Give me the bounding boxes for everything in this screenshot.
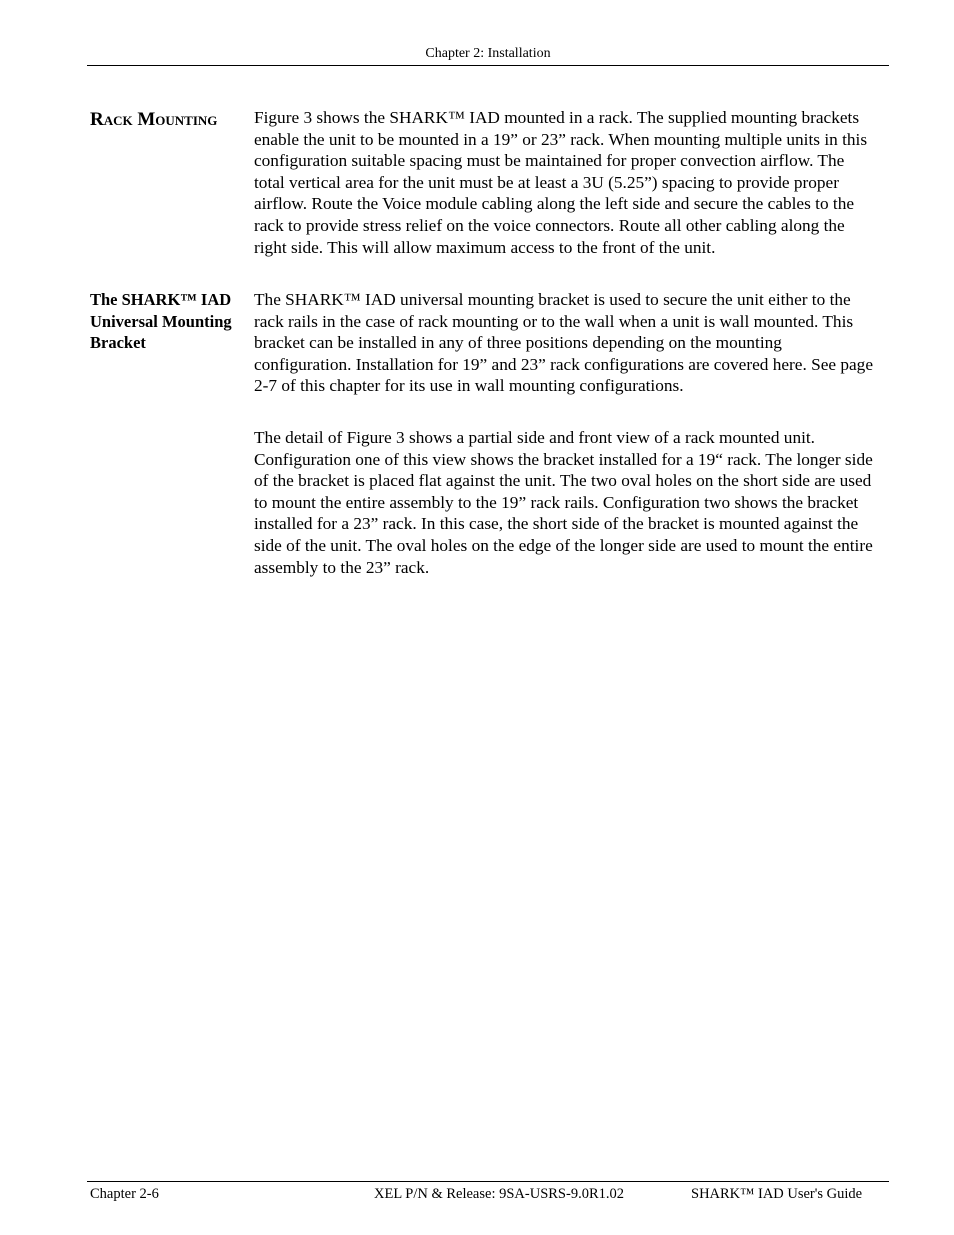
section-heading: Rack Mounting <box>90 109 218 130</box>
chapter-title: Chapter 2: Installation <box>425 46 551 61</box>
section-heading: The SHARK™ IAD Universal Mounting Bracket <box>90 290 232 352</box>
page-header <box>87 45 889 66</box>
page-footer <box>87 1181 889 1206</box>
section-paragraph: The SHARK™ IAD universal mounting bracket is used to secure the unit either to the rack rails in the case of rack mounting or to the wall when a unit is wall mounted. This bracket can be installed in any of three positions depending on the mounting configuration. Installation for 19” and 23” rack configurations are covered here. See page 2-7 of this chapter for its use in wall mounting configurations. <box>254 290 873 396</box>
footer-guide-title: SHARK™ IAD User's Guide <box>691 1186 863 1202</box>
section-paragraph: Figure 3 shows the SHARK™ IAD mounted in a rack. The supplied mounting brackets enable the unit to be mounted in a 19” or 23” rack. When mounting multiple units in this configuration suitable spacing must be maintained for proper convection airflow. The total vertical area for the unit must be at least a 3U (5.25”) spacing to provide proper airflow. Route the Voice module cabling along the left side and secure the cables to the rack to provide stress relief on the voice connectors. Route all other cabling along the right side. This will allow maximum access to the front of the unit. <box>254 108 868 257</box>
section-paragraph: The detail of Figure 3 shows a partial side and front view of a rack mounted unit. Configuration one of this view shows the bracket installed for a 19“ rack. The longer side of the bracket is placed flat against the unit. The two oval holes on the short side are used to mount the entire assembly to the 19” rack rails. Configuration two shows the bracket installed for a 23” rack. In this case, the short side of the bracket is mounted against the side of the unit. The oval holes on the edge of the longer side are used to mount the entire assembly to the 23” rack. <box>254 428 873 577</box>
footer-release: XEL P/N & Release: 9SA-USRS-9.0R1.02 <box>374 1186 624 1202</box>
footer-page-number: Chapter 2-6 <box>90 1186 159 1202</box>
